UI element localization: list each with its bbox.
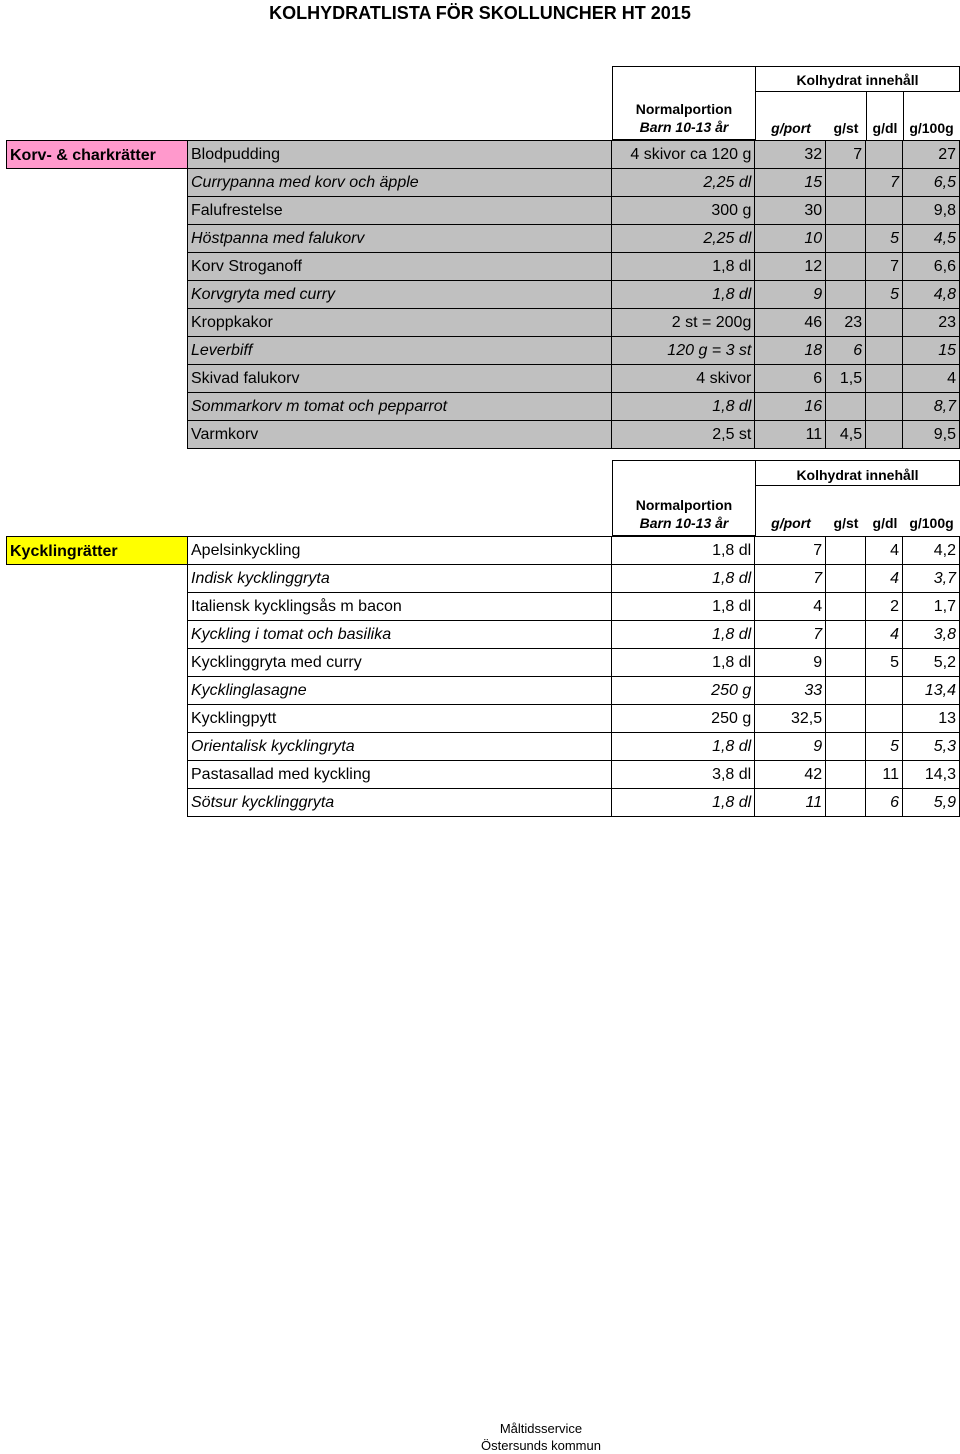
portion-cell: 1,8 dl	[612, 733, 755, 761]
dish-name: Leverbiff	[188, 337, 612, 365]
g-st-cell	[826, 537, 866, 565]
g-port-cell: 16	[755, 393, 826, 421]
dish-name: Korv Stroganoff	[188, 253, 612, 281]
g-100g-cell: 3,7	[902, 565, 959, 593]
g-100g-cell: 8,7	[903, 393, 960, 421]
g-100g-cell: 1,7	[902, 593, 959, 621]
g-dl-header: g/dl	[872, 120, 898, 136]
g-st-cell	[826, 197, 866, 225]
portion-cell: 250 g	[612, 705, 755, 733]
g-st-cell	[826, 761, 866, 789]
dish-name: Varmkorv	[188, 421, 612, 449]
kyckling-table	[187, 536, 960, 817]
g-dl-cell: 6	[866, 789, 903, 817]
g-st-header: g/st	[833, 120, 859, 136]
table-row	[188, 789, 960, 817]
table-row	[188, 761, 960, 789]
g-port-cell: 10	[755, 225, 826, 253]
g-100g-cell: 9,8	[903, 197, 960, 225]
g-100g-cell: 3,8	[902, 621, 959, 649]
g-dl-cell: 7	[866, 169, 903, 197]
g-port-cell: 11	[755, 421, 826, 449]
g-dl-cell	[866, 197, 903, 225]
g-100g-cell: 23	[903, 309, 960, 337]
g-port-cell: 30	[755, 197, 826, 225]
normalportion-header: Normalportion	[635, 497, 733, 513]
g-dl-cell: 2	[866, 593, 903, 621]
g-100g-cell: 13,4	[902, 677, 959, 705]
category-kyckling: Kycklingrätter	[6, 536, 188, 565]
portion-cell: 3,8 dl	[612, 761, 755, 789]
portion-cell: 4 skivor ca 120 g	[612, 141, 755, 169]
table-row	[188, 677, 960, 705]
g-st-cell: 7	[826, 141, 866, 169]
g-port-cell: 9	[755, 281, 826, 309]
g-port-cell: 42	[755, 761, 826, 789]
g-st-cell: 6	[826, 337, 866, 365]
g-st-cell	[826, 705, 866, 733]
dish-name: Indisk kycklinggryta	[188, 565, 612, 593]
g-dl-cell: 5	[866, 225, 903, 253]
g-port-cell: 7	[755, 621, 826, 649]
g-port-header: g/port	[771, 120, 811, 136]
dish-name: Korvgryta med curry	[188, 281, 612, 309]
g-st-cell	[826, 281, 866, 309]
g-st-cell: 1,5	[826, 365, 866, 393]
dish-name: Kycklinggryta med curry	[188, 649, 612, 677]
dish-name: Sötsur kycklinggryta	[188, 789, 612, 817]
g-port-cell: 4	[755, 593, 826, 621]
g-100g-cell: 9,5	[903, 421, 960, 449]
korv-table	[187, 140, 960, 449]
g-port-cell: 18	[755, 337, 826, 365]
g-dl-cell	[866, 337, 903, 365]
g-100g-cell: 6,5	[903, 169, 960, 197]
dish-name: Kycklinglasagne	[188, 677, 612, 705]
portion-cell: 2 st = 200g	[612, 309, 755, 337]
portion-cell: 120 g = 3 st	[612, 337, 755, 365]
g-dl-cell	[866, 309, 903, 337]
g-100g-header: g/100g	[909, 120, 954, 136]
portion-cell: 300 g	[612, 197, 755, 225]
g-100g-cell: 4,8	[903, 281, 960, 309]
dish-name: Currypanna med korv och äpple	[188, 169, 612, 197]
g-st-cell	[826, 225, 866, 253]
g-dl-cell	[866, 705, 903, 733]
dish-name: Kycklingpytt	[188, 705, 612, 733]
g-dl-cell	[866, 677, 903, 705]
header-divider	[903, 92, 904, 140]
header-divider	[866, 92, 867, 140]
g-dl-cell	[866, 393, 903, 421]
portion-cell: 1,8 dl	[612, 253, 755, 281]
dish-name: Kyckling i tomat och basilika	[188, 621, 612, 649]
g-100g-cell: 5,3	[902, 733, 959, 761]
table-row	[188, 537, 960, 565]
g-st-cell	[826, 565, 866, 593]
g-port-cell: 32	[755, 141, 826, 169]
portion-cell: 1,8 dl	[612, 393, 755, 421]
category-korv: Korv- & charkrätter	[6, 140, 188, 169]
kolhydrat-header: Kolhydrat innehåll	[796, 467, 919, 483]
portion-cell: 1,8 dl	[612, 649, 755, 677]
dish-name: Pastasallad med kyckling	[188, 761, 612, 789]
g-100g-cell: 4,2	[902, 537, 959, 565]
table-row	[188, 565, 960, 593]
table-row	[188, 337, 960, 365]
g-st-cell	[826, 253, 866, 281]
g-100g-cell: 6,6	[903, 253, 960, 281]
table-row	[188, 733, 960, 761]
portion-cell: 2,25 dl	[612, 169, 755, 197]
g-dl-cell: 7	[866, 253, 903, 281]
portion-cell: 1,8 dl	[612, 621, 755, 649]
barn-header: Barn 10-13 år	[639, 119, 729, 135]
g-dl-cell: 11	[866, 761, 903, 789]
dish-name: Höstpanna med falukorv	[188, 225, 612, 253]
g-st-cell	[826, 789, 866, 817]
dish-name: Blodpudding	[188, 141, 612, 169]
dish-name: Orientalisk kycklingryta	[188, 733, 612, 761]
g-port-cell: 15	[755, 169, 826, 197]
g-port-cell: 46	[755, 309, 826, 337]
g-st-cell	[826, 169, 866, 197]
table-row	[188, 141, 960, 169]
g-st-cell: 4,5	[826, 421, 866, 449]
table-row	[188, 309, 960, 337]
dish-name: Kroppkakor	[188, 309, 612, 337]
g-dl-cell: 4	[866, 621, 903, 649]
table-row	[188, 621, 960, 649]
g-port-cell: 9	[755, 733, 826, 761]
g-port-cell: 32,5	[755, 705, 826, 733]
g-st-cell: 23	[826, 309, 866, 337]
g-100g-cell: 4	[903, 365, 960, 393]
g-100g-header: g/100g	[909, 515, 954, 531]
dish-name: Falufrestelse	[188, 197, 612, 225]
g-100g-cell: 27	[903, 141, 960, 169]
g-dl-cell	[866, 421, 903, 449]
g-st-cell	[826, 593, 866, 621]
portion-cell: 250 g	[612, 677, 755, 705]
kolhydrat-header: Kolhydrat innehåll	[796, 72, 919, 88]
g-100g-cell: 14,3	[902, 761, 959, 789]
g-dl-header: g/dl	[872, 515, 898, 531]
portion-cell: 4 skivor	[612, 365, 755, 393]
dish-name: Skivad falukorv	[188, 365, 612, 393]
table-row	[188, 393, 960, 421]
g-dl-cell	[866, 365, 903, 393]
table-row	[188, 421, 960, 449]
dish-name: Sommarkorv m tomat och pepparrot	[188, 393, 612, 421]
g-dl-cell: 5	[866, 281, 903, 309]
table-row	[188, 197, 960, 225]
table-row	[188, 281, 960, 309]
portion-cell: 1,8 dl	[612, 281, 755, 309]
g-st-cell	[826, 677, 866, 705]
table-row	[188, 225, 960, 253]
g-dl-cell: 4	[866, 537, 903, 565]
g-port-cell: 12	[755, 253, 826, 281]
footer	[0, 1420, 960, 1454]
g-100g-cell: 15	[903, 337, 960, 365]
g-dl-cell: 5	[866, 733, 903, 761]
g-100g-cell: 5,9	[902, 789, 959, 817]
g-dl-cell	[866, 141, 903, 169]
table-row	[188, 169, 960, 197]
footer-line-2: Östersunds kommun	[481, 1438, 601, 1453]
barn-header: Barn 10-13 år	[639, 515, 729, 531]
footer-line-1: Måltidsservice	[499, 1421, 583, 1436]
g-port-cell: 9	[755, 649, 826, 677]
portion-cell: 1,8 dl	[612, 789, 755, 817]
g-100g-cell: 5,2	[902, 649, 959, 677]
g-dl-cell: 5	[866, 649, 903, 677]
table-row	[188, 705, 960, 733]
g-100g-cell: 13	[902, 705, 959, 733]
g-port-cell: 7	[755, 565, 826, 593]
g-st-cell	[826, 621, 866, 649]
portion-cell: 1,8 dl	[612, 537, 755, 565]
portion-cell: 1,8 dl	[612, 593, 755, 621]
g-port-cell: 33	[755, 677, 826, 705]
g-port-cell: 7	[755, 537, 826, 565]
page-title: KOLHYDRATLISTA FÖR SKOLLUNCHER HT 2015	[269, 3, 691, 23]
table-row	[188, 253, 960, 281]
normalportion-header: Normalportion	[635, 101, 733, 117]
g-port-cell: 11	[755, 789, 826, 817]
table-row	[188, 649, 960, 677]
table-row	[188, 365, 960, 393]
portion-cell: 2,5 st	[612, 421, 755, 449]
g-st-cell	[826, 393, 866, 421]
portion-cell: 1,8 dl	[612, 565, 755, 593]
g-st-cell	[826, 649, 866, 677]
g-port-cell: 6	[755, 365, 826, 393]
table-row	[188, 593, 960, 621]
dish-name: Italiensk kycklingsås m bacon	[188, 593, 612, 621]
g-port-header: g/port	[771, 515, 811, 531]
g-100g-cell: 4,5	[903, 225, 960, 253]
g-dl-cell: 4	[866, 565, 903, 593]
dish-name: Apelsinkyckling	[188, 537, 612, 565]
g-st-header: g/st	[833, 515, 859, 531]
portion-cell: 2,25 dl	[612, 225, 755, 253]
g-st-cell	[826, 733, 866, 761]
